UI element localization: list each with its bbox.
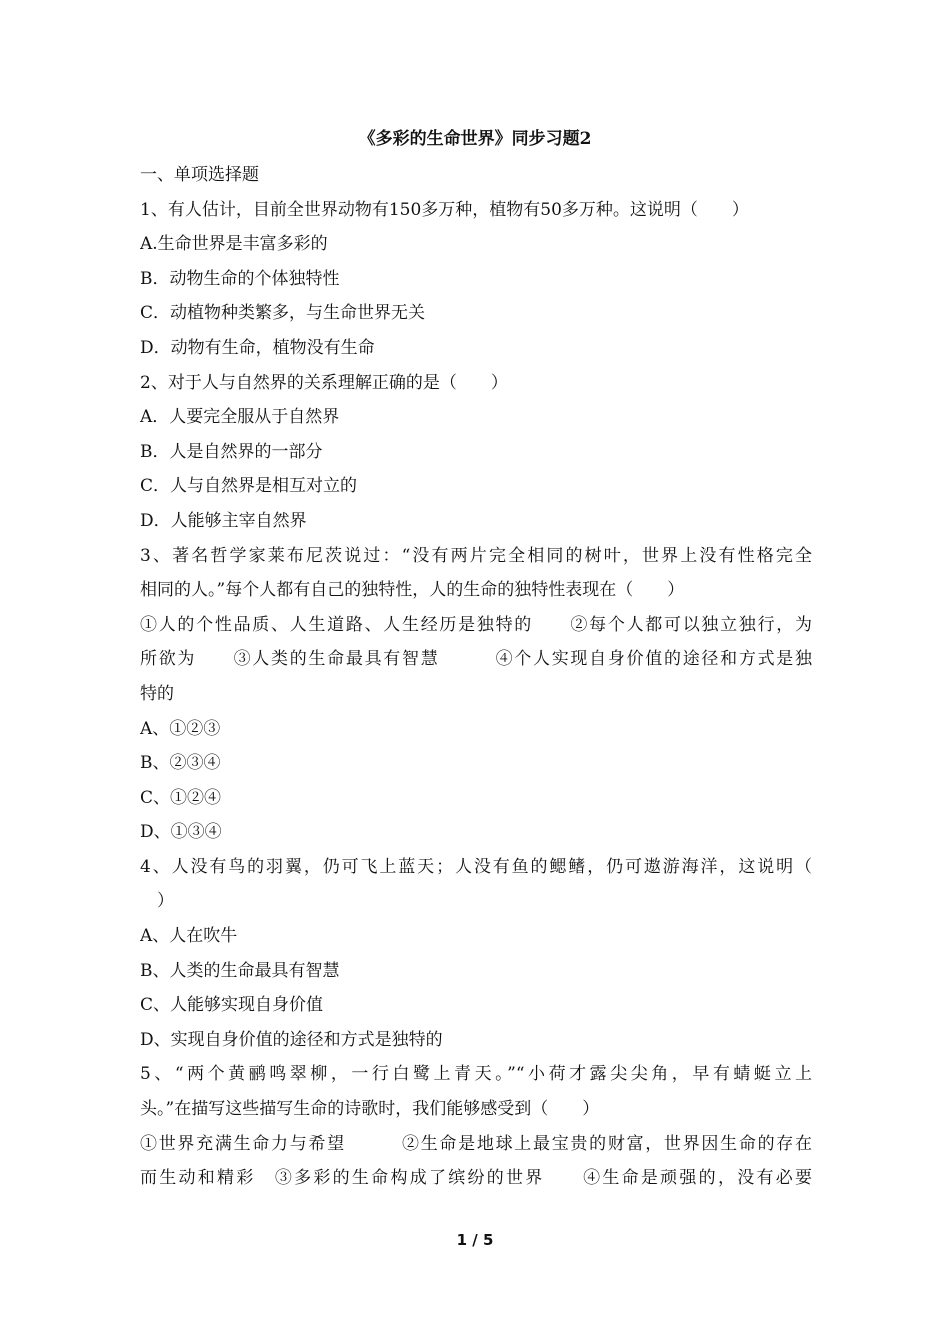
- statement-line: 而生动和精彩 ③多彩的生命构成了缤纷的世界 ④生命是顽强的，没有必要: [140, 1168, 812, 1189]
- option-line: A．人要完全服从于自然界: [140, 407, 340, 428]
- option-line: B、人类的生命最具有智慧: [140, 960, 340, 981]
- question-4-continued: ）: [140, 891, 174, 912]
- option-line: C．动植物种类繁多，与生命世界无关: [140, 303, 426, 324]
- question-5: 5、“两个黄鹂鸣翠柳，一行白鹭上青天。”“小荷才露尖尖角，早有蜻蜓立上: [140, 1064, 812, 1085]
- option-line: C．人与自然界是相互对立的: [140, 476, 358, 497]
- question-2: 2、对于人与自然界的关系理解正确的是（ ）: [140, 372, 508, 393]
- statement-line: 特的: [140, 683, 174, 704]
- statement-line: ①人的个性品质、人生道路、人生经历是独特的 ②每个人都可以独立独行，为: [140, 614, 812, 635]
- option-line: A、①②③: [140, 718, 221, 739]
- option-line: A、人在吹牛: [140, 926, 238, 947]
- option-line: D．动物有生命，植物没有生命: [140, 337, 375, 358]
- statement-line: 所欲为 ③人类的生命最具有智慧 ④个人实现自身价值的途径和方式是独: [140, 649, 812, 670]
- question-5-continued: 头。”在描写这些描写生命的诗歌时，我们能够感受到（ ）: [140, 1099, 600, 1120]
- section-heading: 一、单项选择题: [140, 165, 259, 185]
- document-body: [140, 158, 812, 1196]
- option-line: D．人能够主宰自然界: [140, 510, 307, 531]
- option-line: A.生命世界是丰富多彩的: [140, 234, 328, 255]
- option-line: C、①②④: [140, 787, 222, 808]
- question-3: 3、著名哲学家莱布尼茨说过：“没有两片完全相同的树叶，世界上没有性格完全: [140, 545, 812, 566]
- page-number: 1 / 5: [456, 1231, 494, 1249]
- option-line: B、②③④: [140, 753, 221, 774]
- question-3-continued: 相同的人。”每个人都有自己的独特性，人的生命的独特性表现在（ ）: [140, 580, 685, 601]
- option-line: C、人能够实现自身价值: [140, 995, 324, 1016]
- statement-line: ①世界充满生命力与希望 ②生命是地球上最宝贵的财富，世界因生命的存在: [140, 1133, 812, 1154]
- option-line: B．人是自然界的一部分: [140, 441, 323, 462]
- option-line: B．动物生命的个体独特性: [140, 268, 340, 289]
- option-line: D、实现自身价值的途径和方式是独特的: [140, 1029, 443, 1050]
- question-1: 1、有人估计，目前全世界动物有150多万种，植物有50多万种。这说明（ ）: [140, 199, 749, 220]
- question-4: 4、人没有鸟的羽翼，仍可飞上蓝天；人没有鱼的鳃鳍，仍可遨游海洋，这说明（: [140, 856, 812, 877]
- document-title: 《多彩的生命世界》同步习题2: [358, 129, 592, 149]
- option-line: D、①③④: [140, 822, 222, 843]
